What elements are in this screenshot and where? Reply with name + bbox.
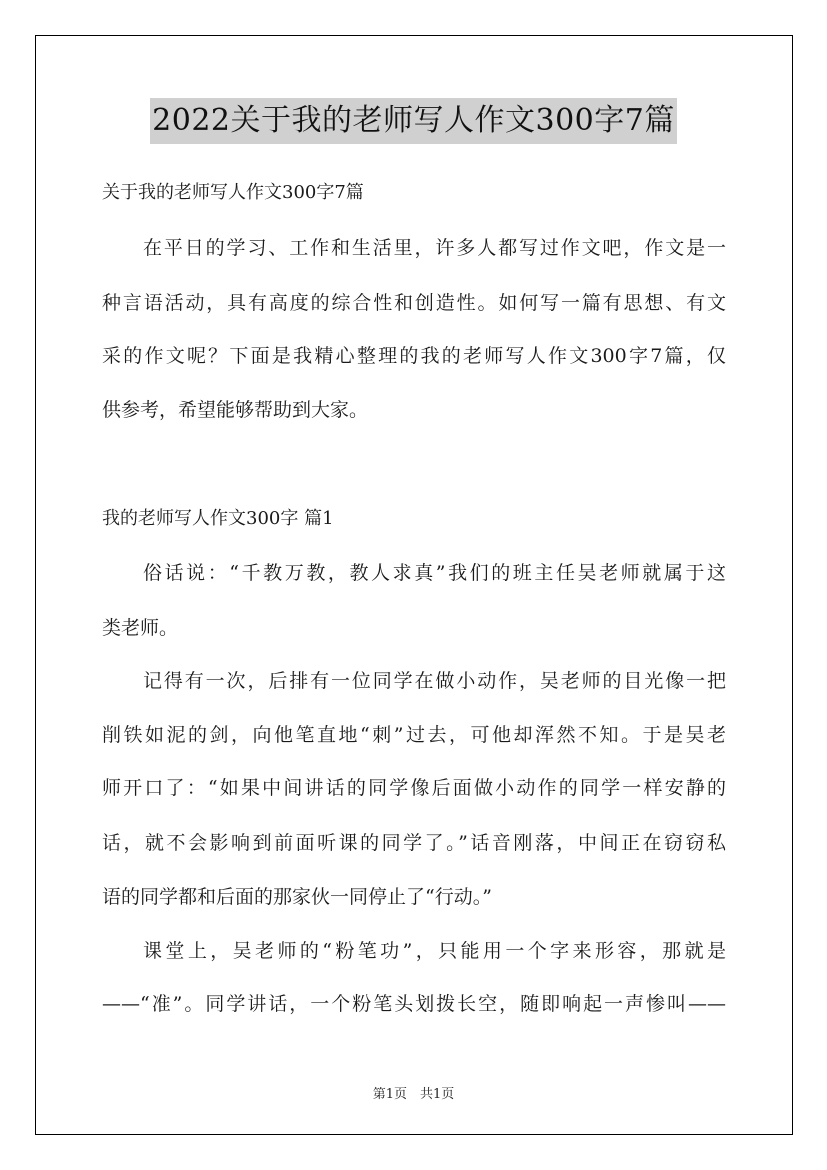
intro-line: 采的作文呢？下面是我精心整理的我的老师写人作文300字7篇，仅 [102, 345, 726, 367]
paragraph-line: 削铁如泥的剑，向他笔直地“刺”过去，可他却浑然不知。于是吴老 [102, 724, 726, 746]
intro-line: 种言语活动，具有高度的综合性和创造性。如何写一篇有思想、有文 [102, 292, 726, 314]
paragraph-line: 语的同学都和后面的那家伙一同停止了“行动。” [102, 886, 492, 908]
paragraph-line: 师开口了：“如果中间讲话的同学像后面做小动作的同学一样安静的 [102, 777, 726, 799]
paragraph-line: 类老师。 [102, 617, 179, 639]
document-title: 2022关于我的老师写人作文300字7篇 [150, 98, 677, 144]
intro-line: 在平日的学习、工作和生活里，许多人都写过作文吧，作文是一 [143, 237, 726, 259]
title-container [0, 98, 827, 144]
paragraph-line: ——“准”。同学讲话，一个粉笔头划拨长空，随即响起一声惨叫—— [102, 993, 726, 1015]
paragraph-line: 俗话说：“千教万教，教人求真”我们的班主任吴老师就属于这 [143, 562, 726, 584]
paragraph-line: 话，就不会影响到前面听课的同学了。”话音刚落，中间正在窃窃私 [102, 832, 726, 854]
section-title: 我的老师写人作文300字 篇1 [102, 508, 334, 529]
paragraph-line: 课堂上，吴老师的“粉笔功”，只能用一个字来形容，那就是 [143, 940, 726, 962]
intro-line: 供参考，希望能够帮助到大家。 [102, 399, 369, 421]
page-footer: 第1页 共1页 [372, 1087, 455, 1102]
paragraph-line: 记得有一次，后排有一位同学在做小动作，吴老师的目光像一把 [143, 670, 726, 692]
document-subtitle: 关于我的老师写人作文300字7篇 [102, 182, 364, 203]
